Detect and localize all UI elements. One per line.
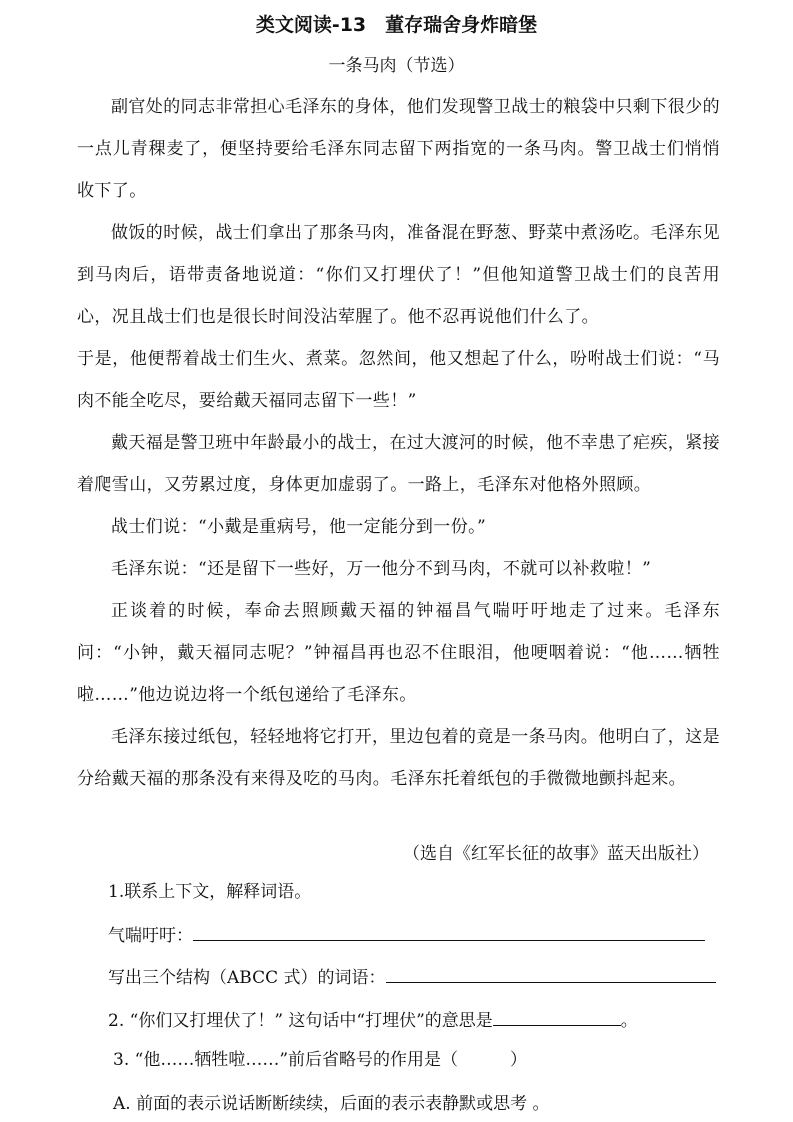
question-1a-label: 气喘吁吁： bbox=[108, 926, 193, 946]
question-1: 1.联系上下文，解释词语。 bbox=[108, 882, 312, 902]
reading-passage bbox=[77, 86, 720, 800]
paragraph-8: 毛泽东接过纸包，轻轻地将它打开，里边包着的竟是一条马肉。他明白了，这是分给戴天福的那条没有来得及吃的马肉。毛泽东托着纸包的手微微地颤抖起来。 bbox=[77, 727, 720, 789]
answer-blank-1a[interactable] bbox=[193, 920, 705, 941]
paragraph-5: 战士们说：“小戴是重病号，他一定能分到一份。” bbox=[111, 517, 487, 537]
question-2 bbox=[108, 1005, 638, 1036]
question-3-end: ） bbox=[510, 1050, 528, 1070]
question-1a bbox=[108, 920, 705, 951]
source-citation: （选自《红军长征的故事》蓝天出版社） bbox=[403, 844, 709, 864]
option-a[interactable]: A. 前面的表示说话断断续续，后面的表示表静默或思考 。 bbox=[113, 1094, 550, 1114]
paragraph-1: 副官处的同志非常担心毛泽东的身体，他们发现警卫战士的粮袋中只剩下很少的一点儿青稞麦了，便坚持要给毛泽东同志留下两指宽的一条马肉。警卫战士们悄悄收下了。 bbox=[77, 97, 720, 201]
question-2-end: 。 bbox=[620, 1011, 638, 1031]
question-2-text: 2. “你们又打埋伏了！” 这句话中“打埋伏”的意思是 bbox=[108, 1011, 493, 1031]
answer-blank-2[interactable] bbox=[493, 1005, 621, 1026]
page-title: 类文阅读-13 董存瑞舍身炸暗堡 bbox=[255, 14, 538, 36]
paragraph-2: 做饭的时候，战士们拿出了那条马肉，准备混在野葱、野菜中煮汤吃。毛泽东见到马肉后，语带责备地说道：“你们又打埋伏了！”但他知道警卫战士们的良苦用心，况且战士们也是很长时间没沾荤腥了。他不忍再说他们什么了。 bbox=[77, 223, 720, 327]
question-1b-label: 写出三个结构（ABCC 式）的词语： bbox=[108, 968, 386, 988]
answer-blank-1b[interactable] bbox=[386, 962, 716, 983]
paragraph-6: 毛泽东说：“还是留下一些好，万一他分不到马肉，不就可以补救啦！” bbox=[111, 559, 652, 579]
question-3 bbox=[113, 1045, 527, 1075]
question-1b bbox=[108, 962, 716, 993]
paragraph-7: 正谈着的时候，奉命去照顾戴天福的钟福昌气喘吁吁地走了过来。毛泽东问：“小钟，戴天福同志呢？”钟福昌再也忍不住眼泪，他哽咽着说：“他……牺牲啦……”他边说边将一个纸包递给了毛泽东。 bbox=[77, 601, 720, 705]
paragraph-3: 于是，他便帮着战士们生火、煮菜。忽然间，他又想起了什么，吩咐战士们说：“马肉不能全吃尽，要给戴天福同志留下一些！” bbox=[77, 349, 720, 411]
passage-subtitle: 一条马肉（节选） bbox=[328, 56, 465, 76]
paragraph-4: 戴天福是警卫班中年龄最小的战士，在过大渡河的时候，他不幸患了疟疾，紧接着爬雪山，又劳累过度，身体更加虚弱了。一路上，毛泽东对他格外照顾。 bbox=[77, 433, 720, 495]
question-3-text: 3. “他……牺牲啦……”前后省略号的作用是（ bbox=[113, 1050, 459, 1070]
